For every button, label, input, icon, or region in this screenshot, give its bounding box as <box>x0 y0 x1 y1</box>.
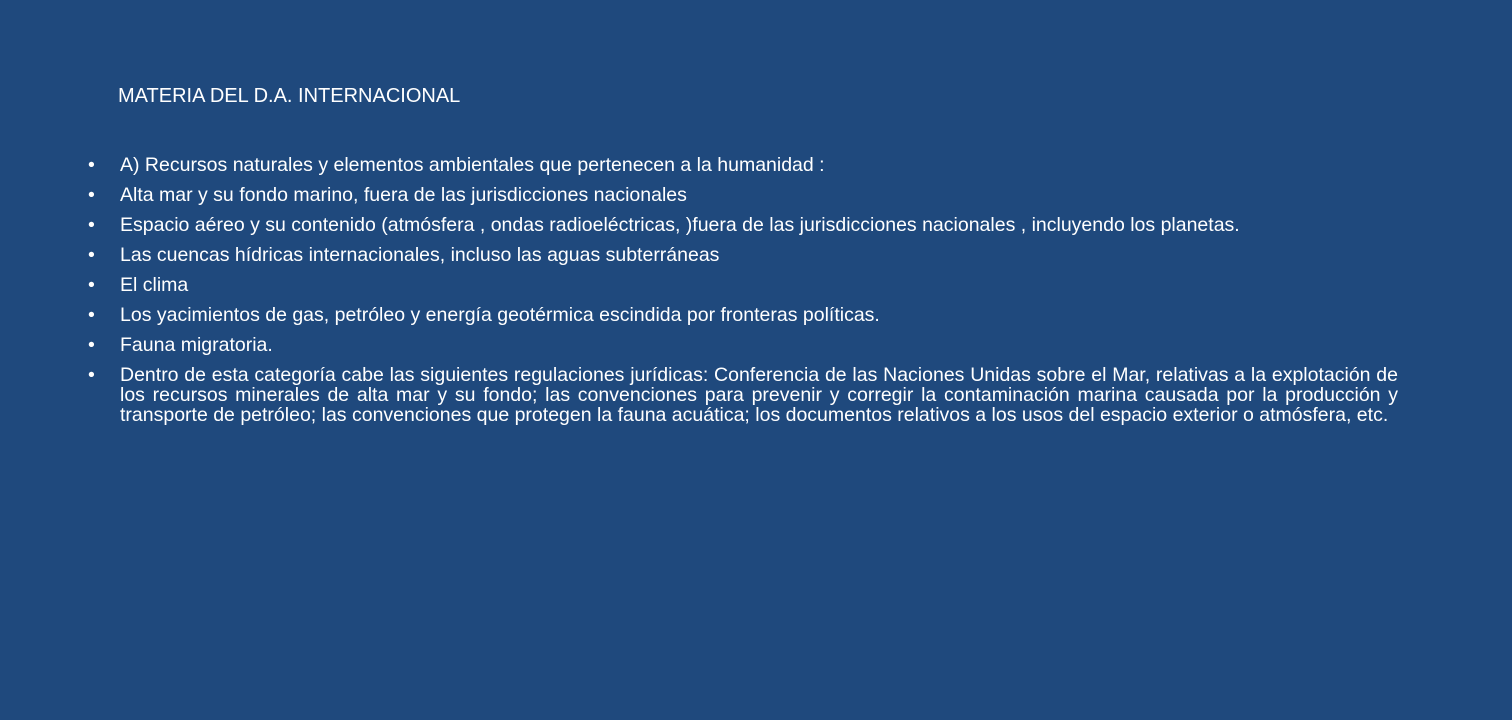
bullet-icon: • <box>88 154 95 176</box>
bullet-text: Dentro de esta categoría cabe las siguientes regulaciones jurídicas: Conferencia de las Naciones Unidas sobre el Mar, relativas a la explotación de los recursos minerales de alta mar y su fondo; las convenciones para prevenir y corregir la contaminación marina causada por la producción y transporte de petróleo; las convenciones que protegen la fauna acuática; los documentos relativos a los usos del espacio exterior o atmósfera, etc. <box>120 364 1398 426</box>
bullet-text: Espacio aéreo y su contenido (atmósfera , ondas radioeléctricas, )fuera de las jurisdicciones nacionales , incluyendo los planetas. <box>120 214 1240 236</box>
bullet-item <box>88 185 1398 205</box>
bullet-item <box>88 245 1398 265</box>
bullet-item <box>88 335 1398 355</box>
bullet-icon: • <box>88 334 95 356</box>
bullet-icon: • <box>88 274 95 296</box>
bullet-item <box>88 275 1398 295</box>
bullet-icon: • <box>88 214 95 236</box>
bullet-text: Los yacimientos de gas, petróleo y energía geotérmica escindida por fronteras políticas. <box>120 304 880 326</box>
bullet-icon: • <box>88 304 95 326</box>
bullet-item <box>88 215 1398 235</box>
bullet-icon: • <box>88 184 95 206</box>
bullet-item <box>88 155 1398 175</box>
bullet-list <box>88 155 1398 435</box>
bullet-text: El clima <box>120 274 189 296</box>
bullet-icon: • <box>88 364 95 386</box>
bullet-text: A) Recursos naturales y elementos ambientales que pertenecen a la humanidad : <box>120 154 825 176</box>
slide-title: MATERIA DEL D.A. INTERNACIONAL <box>118 85 461 107</box>
bullet-text: Alta mar y su fondo marino, fuera de las jurisdicciones nacionales <box>120 184 687 206</box>
bullet-text: Fauna migratoria. <box>120 334 273 356</box>
bullet-text: Las cuencas hídricas internacionales, incluso las aguas subterráneas <box>120 244 720 266</box>
bullet-icon: • <box>88 244 95 266</box>
bullet-item <box>88 365 1398 425</box>
bullet-item <box>88 305 1398 325</box>
